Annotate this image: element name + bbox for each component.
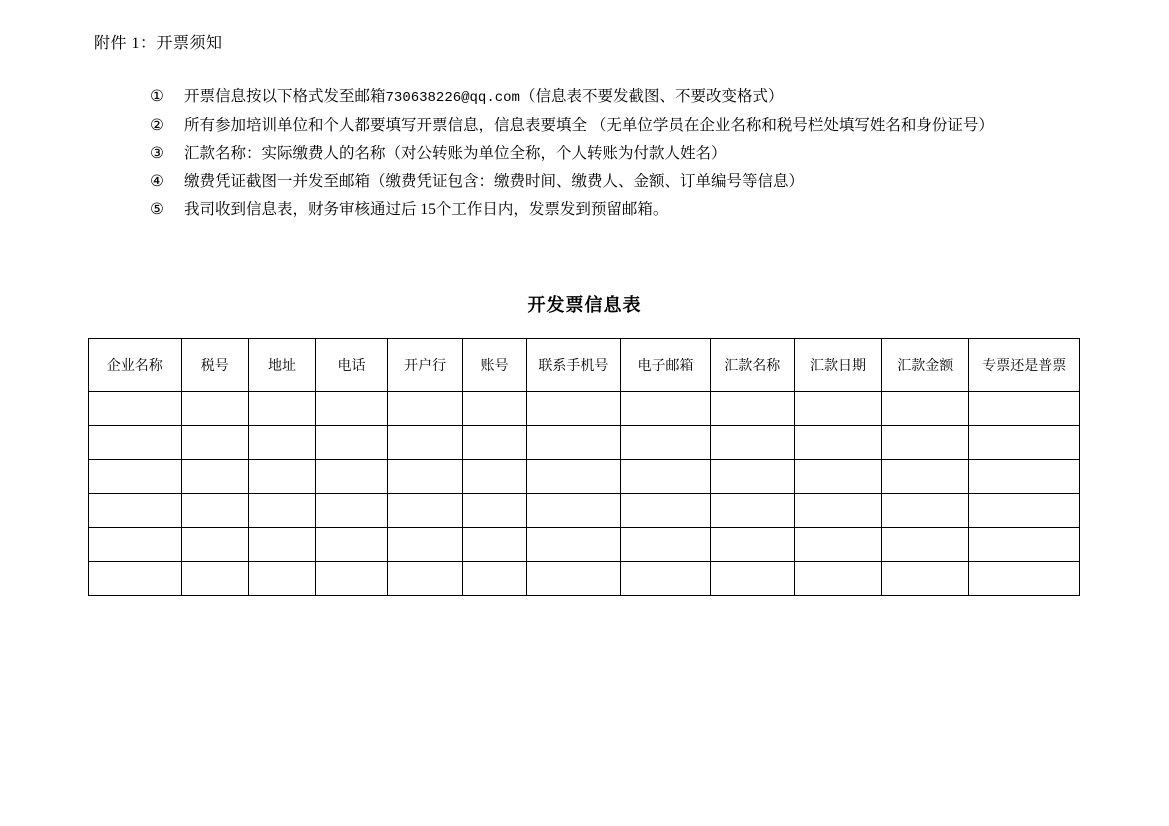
table-cell[interactable] bbox=[710, 392, 794, 426]
table-cell[interactable] bbox=[248, 426, 315, 460]
table-cell[interactable] bbox=[89, 562, 182, 596]
table-cell[interactable] bbox=[526, 528, 621, 562]
table-row bbox=[89, 528, 1080, 562]
table-cell[interactable] bbox=[526, 460, 621, 494]
table-cell[interactable] bbox=[89, 494, 182, 528]
table-cell[interactable] bbox=[882, 562, 969, 596]
table-cell[interactable] bbox=[882, 392, 969, 426]
table-cell[interactable] bbox=[794, 392, 881, 426]
table-cell[interactable] bbox=[710, 494, 794, 528]
notice-item bbox=[150, 169, 1110, 194]
notice-item bbox=[150, 113, 1110, 138]
notice-item bbox=[150, 197, 1110, 222]
column-header-address: 地址 bbox=[248, 339, 315, 392]
table-cell[interactable] bbox=[710, 528, 794, 562]
table-cell[interactable] bbox=[969, 494, 1080, 528]
table-cell[interactable] bbox=[248, 528, 315, 562]
notice-item bbox=[150, 141, 1110, 166]
table-cell[interactable] bbox=[710, 562, 794, 596]
notice-text-before: 开票信息按以下格式发至邮箱 bbox=[184, 88, 386, 105]
notice-email: 730638226@qq.com bbox=[385, 90, 520, 106]
column-header-tax-number: 税号 bbox=[181, 339, 248, 392]
table-cell[interactable] bbox=[969, 528, 1080, 562]
table-cell[interactable] bbox=[710, 460, 794, 494]
table-row bbox=[89, 562, 1080, 596]
table-cell[interactable] bbox=[387, 528, 463, 562]
table-cell[interactable] bbox=[181, 494, 248, 528]
table-cell[interactable] bbox=[316, 528, 388, 562]
table-cell[interactable] bbox=[621, 528, 710, 562]
table-cell[interactable] bbox=[794, 562, 881, 596]
table-cell[interactable] bbox=[248, 460, 315, 494]
notice-text-after: （信息表不要发截图、不要改变格式） bbox=[519, 88, 784, 105]
table-cell[interactable] bbox=[181, 562, 248, 596]
table-row bbox=[89, 392, 1080, 426]
table-cell[interactable] bbox=[621, 460, 710, 494]
table-cell[interactable] bbox=[316, 460, 388, 494]
notice-text bbox=[184, 84, 1110, 110]
table-cell[interactable] bbox=[969, 392, 1080, 426]
table-cell[interactable] bbox=[89, 392, 182, 426]
table-cell[interactable] bbox=[248, 562, 315, 596]
table-cell[interactable] bbox=[969, 562, 1080, 596]
table-row bbox=[89, 460, 1080, 494]
notice-marker: ④ bbox=[150, 172, 164, 190]
table-cell[interactable] bbox=[882, 528, 969, 562]
column-header-bank: 开户行 bbox=[387, 339, 463, 392]
column-header-phone: 电话 bbox=[316, 339, 388, 392]
table-cell[interactable] bbox=[89, 460, 182, 494]
table-cell[interactable] bbox=[181, 528, 248, 562]
table-cell[interactable] bbox=[882, 426, 969, 460]
notice-text: 我司收到信息表，财务审核通过后 15个工作日内，发票发到预留邮箱。 bbox=[184, 201, 669, 218]
table-cell[interactable] bbox=[969, 426, 1080, 460]
table-cell[interactable] bbox=[463, 528, 526, 562]
invoice-info-table bbox=[88, 338, 1080, 596]
table-header-row bbox=[89, 339, 1080, 392]
table-cell[interactable] bbox=[794, 426, 881, 460]
table-cell[interactable] bbox=[526, 392, 621, 426]
table-cell[interactable] bbox=[181, 392, 248, 426]
notice-marker: ① bbox=[150, 88, 164, 105]
column-header-remit-date: 汇款日期 bbox=[794, 339, 881, 392]
table-cell[interactable] bbox=[316, 392, 388, 426]
notice-marker: ② bbox=[150, 116, 164, 134]
table-cell[interactable] bbox=[621, 562, 710, 596]
table-cell[interactable] bbox=[794, 528, 881, 562]
table-cell[interactable] bbox=[463, 460, 526, 494]
table-cell[interactable] bbox=[621, 426, 710, 460]
notice-text: 所有参加培训单位和个人都要填写开票信息，信息表要填全 （无单位学员在企业名称和税号栏处填写姓名和身份证号） bbox=[184, 116, 994, 134]
table-cell[interactable] bbox=[248, 392, 315, 426]
notice-list bbox=[150, 84, 1110, 225]
table-cell[interactable] bbox=[387, 392, 463, 426]
table-cell[interactable] bbox=[316, 426, 388, 460]
table-cell[interactable] bbox=[794, 460, 881, 494]
table-cell[interactable] bbox=[621, 392, 710, 426]
table-cell[interactable] bbox=[316, 494, 388, 528]
table-cell[interactable] bbox=[387, 494, 463, 528]
notice-text: 缴费凭证截图一并发至邮箱（缴费凭证包含：缴费时间、缴费人、金额、订单编号等信息） bbox=[184, 172, 805, 190]
table-row bbox=[89, 494, 1080, 528]
table-cell[interactable] bbox=[526, 494, 621, 528]
notice-item bbox=[150, 84, 1110, 110]
column-header-account: 账号 bbox=[463, 339, 526, 392]
table-cell[interactable] bbox=[882, 494, 969, 528]
column-header-remitter-name: 汇款名称 bbox=[710, 339, 794, 392]
table-cell[interactable] bbox=[463, 426, 526, 460]
table-cell[interactable] bbox=[463, 562, 526, 596]
column-header-company-name: 企业名称 bbox=[89, 339, 182, 392]
table-cell[interactable] bbox=[463, 392, 526, 426]
table-row bbox=[89, 426, 1080, 460]
notice-marker: ③ bbox=[150, 144, 164, 162]
table-cell[interactable] bbox=[89, 528, 182, 562]
table-cell[interactable] bbox=[710, 426, 794, 460]
table-cell[interactable] bbox=[181, 460, 248, 494]
page-title: 附件 1：开票须知 bbox=[94, 35, 223, 52]
table-cell[interactable] bbox=[89, 426, 182, 460]
table-cell[interactable] bbox=[621, 494, 710, 528]
table-cell[interactable] bbox=[882, 460, 969, 494]
table-cell[interactable] bbox=[248, 494, 315, 528]
column-header-remit-amount: 汇款金额 bbox=[882, 339, 969, 392]
table-title: 开发票信息表 bbox=[527, 295, 642, 315]
table-cell[interactable] bbox=[463, 494, 526, 528]
column-header-email: 电子邮箱 bbox=[621, 339, 710, 392]
table-cell[interactable] bbox=[526, 562, 621, 596]
column-header-invoice-type: 专票还是普票 bbox=[969, 339, 1080, 392]
table-cell[interactable] bbox=[794, 494, 881, 528]
table-cell[interactable] bbox=[387, 562, 463, 596]
column-header-mobile: 联系手机号 bbox=[526, 339, 621, 392]
table-cell[interactable] bbox=[316, 562, 388, 596]
table-cell[interactable] bbox=[387, 460, 463, 494]
table-cell[interactable] bbox=[387, 426, 463, 460]
table-cell[interactable] bbox=[181, 426, 248, 460]
notice-marker: ⑤ bbox=[150, 201, 164, 218]
table-cell[interactable] bbox=[526, 426, 621, 460]
notice-text: 汇款名称：实际缴费人的名称（对公转账为单位全称，个人转账为付款人姓名） bbox=[184, 144, 727, 162]
table-cell[interactable] bbox=[969, 460, 1080, 494]
